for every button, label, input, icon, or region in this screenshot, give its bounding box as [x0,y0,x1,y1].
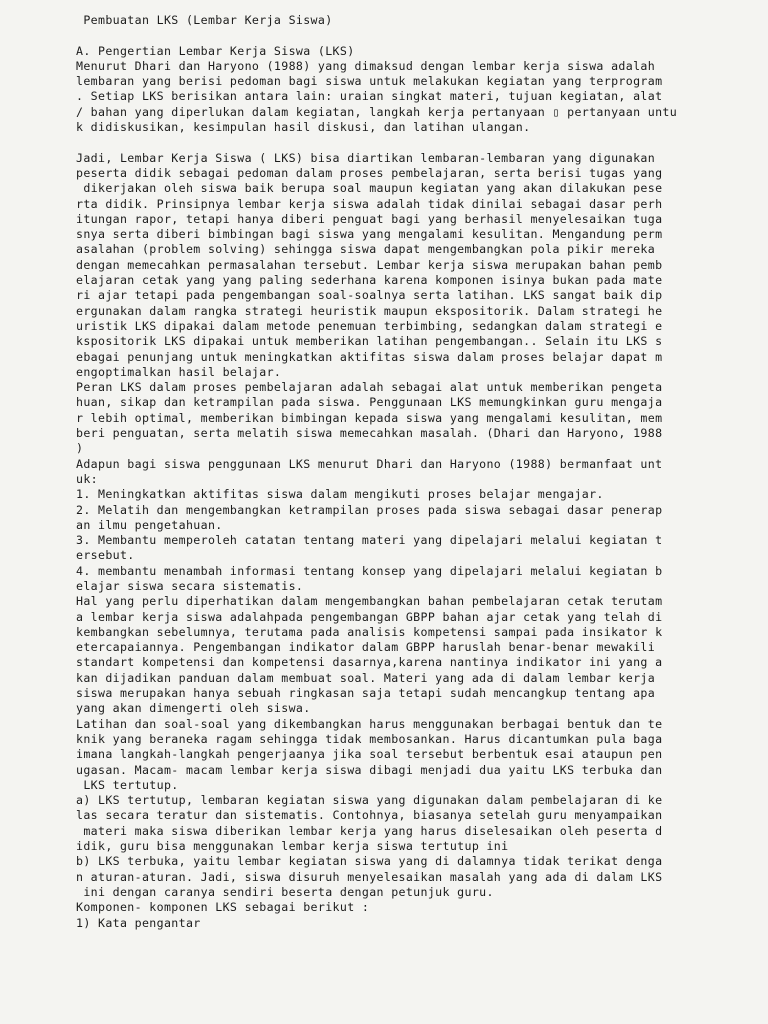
text-line: uk: [76,471,98,486]
text-line: kan dijadikan panduan dalam membuat soal. Materi yang ada di dalam lembar kerja [76,670,656,685]
text-line: peserta didik sebagai pedoman dalam proses pembelajaran, serta berisi tugas yang [76,165,663,180]
text-line: Peran LKS dalam proses pembelajaran adalah sebagai alat untuk memberikan pengeta [76,380,663,395]
document-title: Pembuatan LKS (Lembar Kerja Siswa) [76,13,333,27]
text-line: engoptimalkan hasil belajar. [76,364,282,379]
text-line: dikerjakan oleh siswa baik berupa soal maupun kegiatan yang akan dilakukan pese [76,181,663,196]
text-line: r lebih optimal, memberikan bimbingan kepada siswa yang mengalami kesulitan, mem [76,410,663,425]
text-line: dengan memecahkan permasalahan tersebut. Lembar kerja siswa merupakan bahan pemb [76,257,663,272]
text-line: ri ajar tetapi pada pengembangan soal-soalnya serta latihan. LKS sangat baik dip [76,288,663,303]
text-line: Adapun bagi siswa penggunaan LKS menurut Dhari dan Haryono (1988) bermanfaat unt [76,456,663,471]
text-line: 1. Meningkatkan aktifitas siswa dalam mengikuti proses belajar mengajar. [76,487,604,502]
text-line: ini dengan caranya sendiri beserta dengan petunjuk guru. [76,884,494,899]
text-line: 2. Melatih dan mengembangkan ketrampilan proses pada siswa sebagai dasar penerap [76,502,663,517]
text-line: an ilmu pengetahuan. [76,517,223,532]
text-line: 1) Kata pengantar [76,915,201,930]
text-line: etercapaiannya. Pengembangan indikator dalam GBPP haruslah benar-benar mewakili [76,640,656,655]
text-line: ebagai penunjang untuk meningkatkan aktifitas siswa dalam proses belajar dapat m [76,349,663,364]
text-line: k didiskusikan, kesimpulan hasil diskusi, dan latihan ulangan. [76,120,531,135]
text-line: Menurut Dhari dan Haryono (1988) yang dimaksud dengan lembar kerja siswa adalah [76,58,656,73]
text-line: A. Pengertian Lembar Kerja Siswa (LKS) [76,43,355,58]
blank-line [76,28,756,43]
text-line: LKS tertutup. [76,777,179,792]
text-line: standart kompetensi dan kompetensi dasarnya,karena nantinya indikator ini yang a [76,655,663,670]
text-line: siswa merupakan hanya sebuah ringkasan saja tetapi sudah mencangkup tentang apa [76,686,656,701]
text-line: Jadi, Lembar Kerja Siswa ( LKS) bisa diartikan lembaran-lembaran yang digunakan [76,150,656,165]
text-line: n aturan-aturan. Jadi, siswa disuruh menyelesaikan masalah yang ada di dalam LKS [76,869,663,884]
text-line: elajar siswa secara sistematis. [76,578,304,593]
text-line: Komponen- komponen LKS sebagai berikut : [76,900,370,915]
text-line: 4. membantu menambah informasi tentang konsep yang dipelajari melalui kegiatan b [76,563,663,578]
text-line: kspositorik LKS dipakai untuk memberikan latihan pengembangan.. Selain itu LKS s [76,334,663,349]
blank-line [76,135,756,150]
text-line: rta didik. Prinsipnya lembar kerja siswa adalah tidak dinilai sebagai dasar perh [76,196,663,211]
text-line: Latihan dan soal-soal yang dikembangkan harus menggunakan berbagai bentuk dan te [76,716,663,731]
text-line: Hal yang perlu diperhatikan dalam mengembangkan bahan pembelajaran cetak terutam [76,594,663,609]
text-line: beri penguatan, serta melatih siswa memecahkan masalah. (Dhari dan Haryono, 1988 [76,426,663,441]
text-line: ) [76,441,84,456]
text-line: yang akan dimengerti oleh siswa. [76,701,311,716]
text-line: snya serta diberi bimbingan bagi siswa yang mengalami kesulitan. Mengandung perm [76,227,663,242]
text-line: . Setiap LKS berisikan antara lain: uraian singkat materi, tujuan kegiatan, alat [76,89,663,104]
text-line: knik yang beraneka ragam sehingga tidak membosankan. Harus dicantumkan pula baga [76,731,663,746]
text-line: lembaran yang berisi pedoman bagi siswa untuk melakukan kegiatan yang terprogram [76,74,663,89]
text-line: las secara teratur dan sistematis. Contohnya, biasanya setelah guru menyampaikan [76,808,663,823]
text-line: ergunakan dalam rangka strategi heuristik maupun ekspositorik. Dalam strategi he [76,303,663,318]
text-line: a) LKS tertutup, lembaran kegiatan siswa yang digunakan dalam pembelajaran di ke [76,793,663,808]
text-line: ugasan. Macam- macam lembar kerja siswa dibagi menjadi dua yaitu LKS terbuka dan [76,762,663,777]
text-line: ersebut. [76,548,135,563]
text-line: uristik LKS dipakai dalam metode penemuan terbimbing, sedangkan dalam strategi e [76,318,663,333]
document-body [76,13,756,931]
text-line: 3. Membantu memperoleh catatan tentang materi yang dipelajari melalui kegiatan t [76,533,663,548]
text-line: idik, guru bisa menggunakan lembar kerja siswa tertutup ini [76,839,509,854]
text-line: asalahan (problem solving) sehingga siswa dapat mengembangkan pola pikir mereka [76,242,656,257]
text-line: imana langkah-langkah pengerjaanya jika soal tersebut berbentuk esai ataupun pen [76,747,663,762]
text-line: itungan rapor, tetapi hanya diberi penguat bagi yang berhasil menyelesaikan tuga [76,211,663,226]
text-line: / bahan yang diperlukan dalam kegiatan, langkah kerja pertanyaan ▯ pertanyaan untu [76,104,678,119]
text-line: a lembar kerja siswa adalahpada pengembangan GBPP bahan ajar cetak yang telah di [76,609,663,624]
text-line: materi maka siswa diberikan lembar kerja yang harus diselesaikan oleh peserta d [76,823,663,838]
text-line: huan, sikap dan ketrampilan pada siswa. Penggunaan LKS memungkinkan guru mengaja [76,395,663,410]
text-line: kembangkan sebelumnya, terutama pada analisis kompetensi sampai pada insikator k [76,624,663,639]
text-line: elajaran cetak yang yang paling sederhana karena komponen isinya bukan pada mate [76,273,663,288]
text-line: b) LKS terbuka, yaitu lembar kegiatan siswa yang di dalamnya tidak terikat denga [76,854,663,869]
